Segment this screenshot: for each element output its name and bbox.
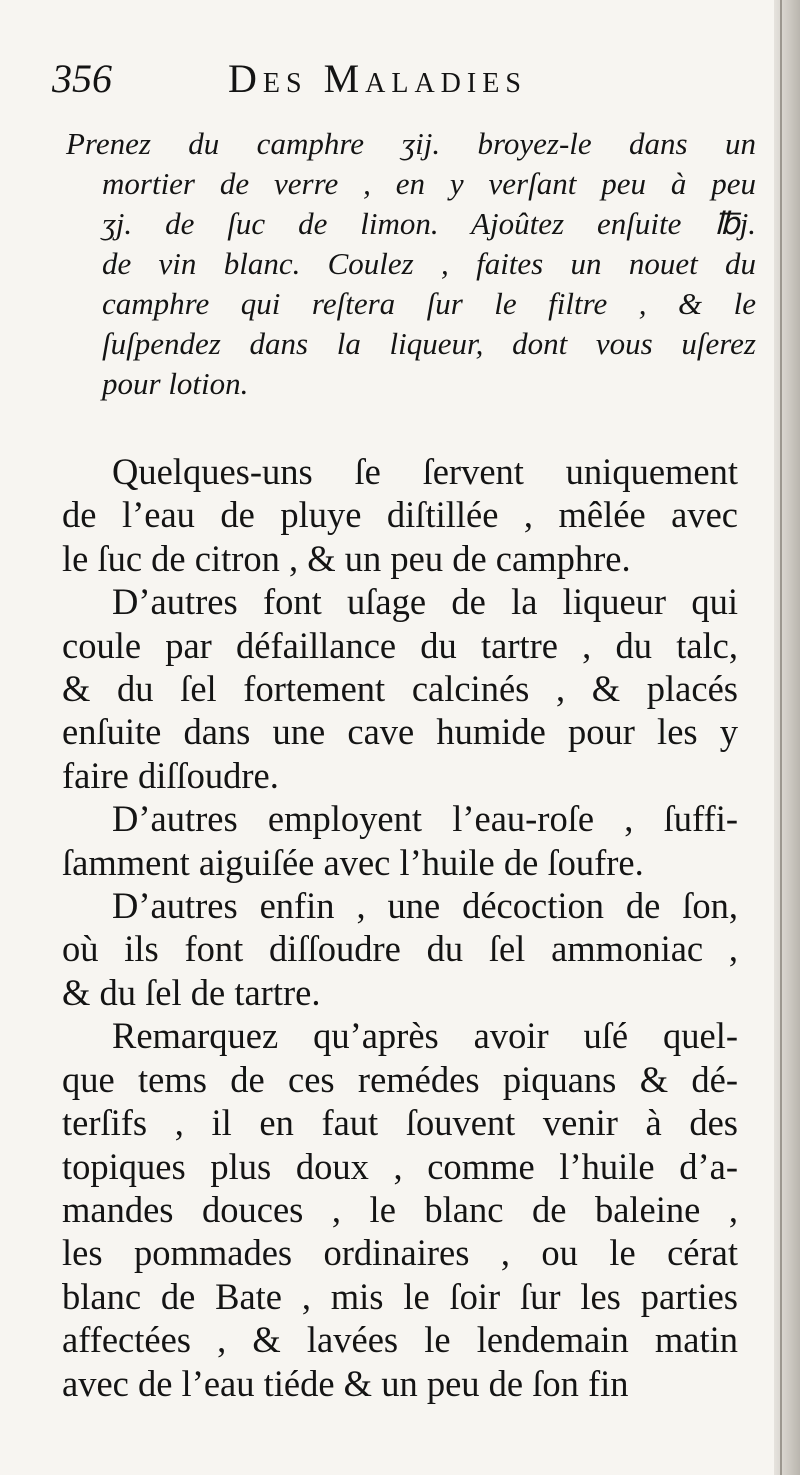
text-line: faire diſſoudre. (62, 754, 279, 796)
text-line: topiques plus doux , comme l’huile d’a- (62, 1145, 738, 1187)
text-line: de l’eau de pluye diſtillée , mêlée avec (62, 494, 738, 536)
paragraph (62, 450, 738, 580)
paragraph (62, 1014, 738, 1405)
text-line: affectées , & lavées le lendemain matin (62, 1319, 738, 1361)
recipe-line: pour lotion. (102, 366, 249, 401)
recipe-line: camphre qui reſtera ſur le filtre , & le (102, 286, 756, 321)
text-line: avec de l’eau tiéde & un peu de ſon fin (62, 1362, 629, 1404)
text-line: enſuite dans une cave humide pour les y (62, 711, 738, 753)
recipe-line: Prenez du camphre ʒij. broyez-le dans un (66, 126, 756, 161)
text-line: D’autres font uſage de la liqueur qui (112, 581, 738, 623)
recipe-block (66, 124, 756, 404)
running-head (52, 54, 752, 104)
text-line: D’autres employent l’eau-roſe , ſuffi- (112, 798, 738, 840)
text-line: que tems de ces remédes piquans & dé- (62, 1058, 738, 1100)
paragraph (62, 884, 738, 1014)
running-title: Des Maladies (228, 56, 527, 101)
recipe-line: de vin blanc. Coulez , faites un nouet du (102, 246, 756, 281)
text-line: où ils font diſſoudre du ſel ammoniac , (62, 928, 738, 970)
text-line: ſamment aiguiſée avec l’huile de ſoufre. (62, 841, 644, 883)
paragraph (62, 580, 738, 797)
recipe-line: mortier de verre , en y verſant peu à peu (102, 166, 756, 201)
page-edge-shadow (774, 0, 800, 1475)
text-line: mandes douces , le blanc de baleine , (62, 1188, 738, 1230)
paragraph (62, 797, 738, 884)
text-line: les pommades ordinaires , ou le cérat (62, 1232, 738, 1274)
text-line: Remarquez qu’après avoir uſé quel- (112, 1015, 738, 1057)
page-number: 356 (52, 56, 112, 101)
recipe-line: ʒj. de ſuc de limon. Ajoûtez enſuite ℔j. (102, 206, 756, 241)
text-line: Quelques-uns ſe ſervent uniquement (112, 451, 738, 492)
text-line: terſifs , il en faut ſouvent venir à des (62, 1102, 738, 1144)
text-line: D’autres enfin , une décoction de ſon, (112, 885, 738, 927)
page-edge-rule (780, 0, 782, 1475)
body-text (62, 450, 738, 1405)
text-line: & du ſel de tartre. (62, 971, 321, 1013)
text-line: blanc de Bate , mis le ſoir ſur les parties (62, 1275, 738, 1317)
recipe-line: ſuſpendez dans la liqueur, dont vous uſerez (102, 326, 756, 361)
text-line: & du ſel fortement calcinés , & placés (62, 668, 738, 710)
text-line: le ſuc de citron , & un peu de camphre. (62, 537, 631, 579)
text-line: coule par défaillance du tartre , du talc, (62, 624, 738, 666)
